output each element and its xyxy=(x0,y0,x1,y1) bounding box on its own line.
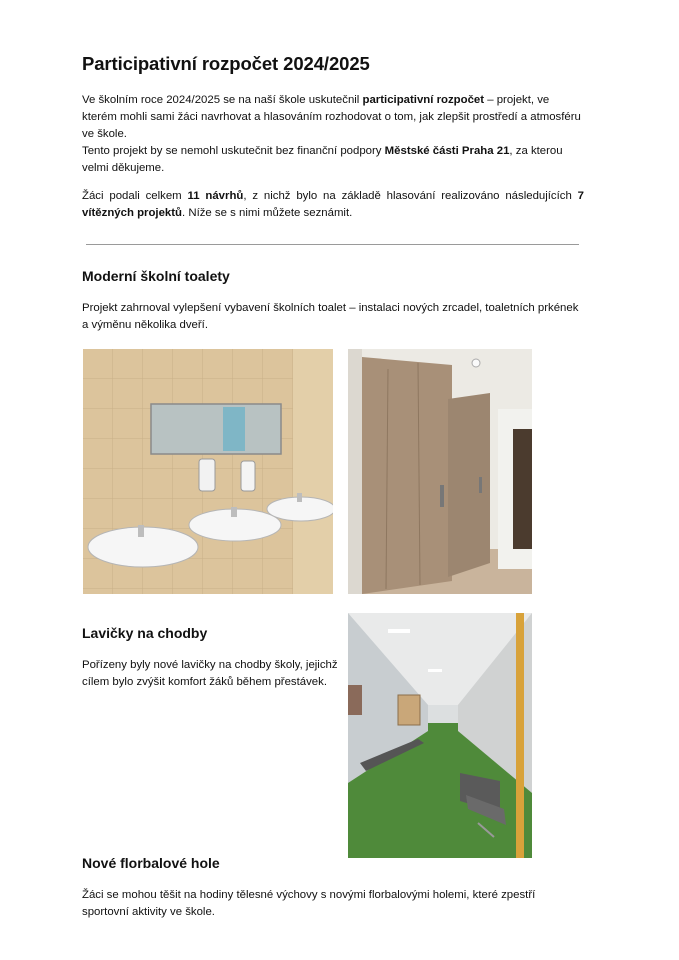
section-text-lavicky: Pořízeny byly nové lavičky na chodby školy, jejichž cílem bylo zvýšit komfort žáků během přestávek. xyxy=(82,659,338,688)
intro-text: Ve školním roce 2024/2025 se na naší škole uskutečnil xyxy=(82,94,363,106)
intro-paragraph-1 xyxy=(82,92,584,177)
intro-text: , z nichž bylo na základě hlasování realizováno následujících xyxy=(243,190,578,202)
section-heading-florbal: Nové florbalové hole xyxy=(82,855,220,871)
intro-bold: 11 návrhů xyxy=(187,190,244,202)
section-text-toalety: Projekt zahrnoval vylepšení vybavení školních toalet – instalaci nových zrcadel, toaletních prkének a výměnu několika dveří. xyxy=(82,302,579,331)
photo-toilet-doors xyxy=(348,349,532,594)
intro-text: . Níže se s nimi můžete seznámit. xyxy=(182,207,353,219)
intro-text: – projekt, ve kterém mohli sami žáci navrhovat a hlasováním rozhodovat o tom, jak zlepšit prostředí a atmosféru ve škole. xyxy=(82,94,581,140)
page-title: Participativní rozpočet 2024/2025 xyxy=(82,53,370,74)
intro-bold: participativní rozpočet xyxy=(362,94,485,106)
intro-paragraph-2 xyxy=(82,188,584,222)
section-heading-lavicky: Lavičky na chodby xyxy=(82,625,208,641)
intro-bold: 7 vítězných projektů xyxy=(82,190,585,219)
section-heading-toalety: Moderní školní toalety xyxy=(82,268,230,284)
section-text-florbal: Žáci se mohou těšit na hodiny tělesné výchovy s novými florbalovými holemi, které zpestří sportovní aktivity ve škole. xyxy=(82,889,536,918)
intro-text: Tento projekt by se nemohl uskutečnit bez finanční podpory xyxy=(82,145,385,157)
divider xyxy=(86,244,579,245)
intro-text: , za kterou velmi děkujeme. xyxy=(82,145,563,174)
intro-bold: Městské části Praha 21 xyxy=(384,145,510,157)
photo-sinks xyxy=(83,349,333,594)
photo-corridor-benches xyxy=(348,613,532,858)
intro-text: Žáci podali celkem xyxy=(82,190,188,202)
